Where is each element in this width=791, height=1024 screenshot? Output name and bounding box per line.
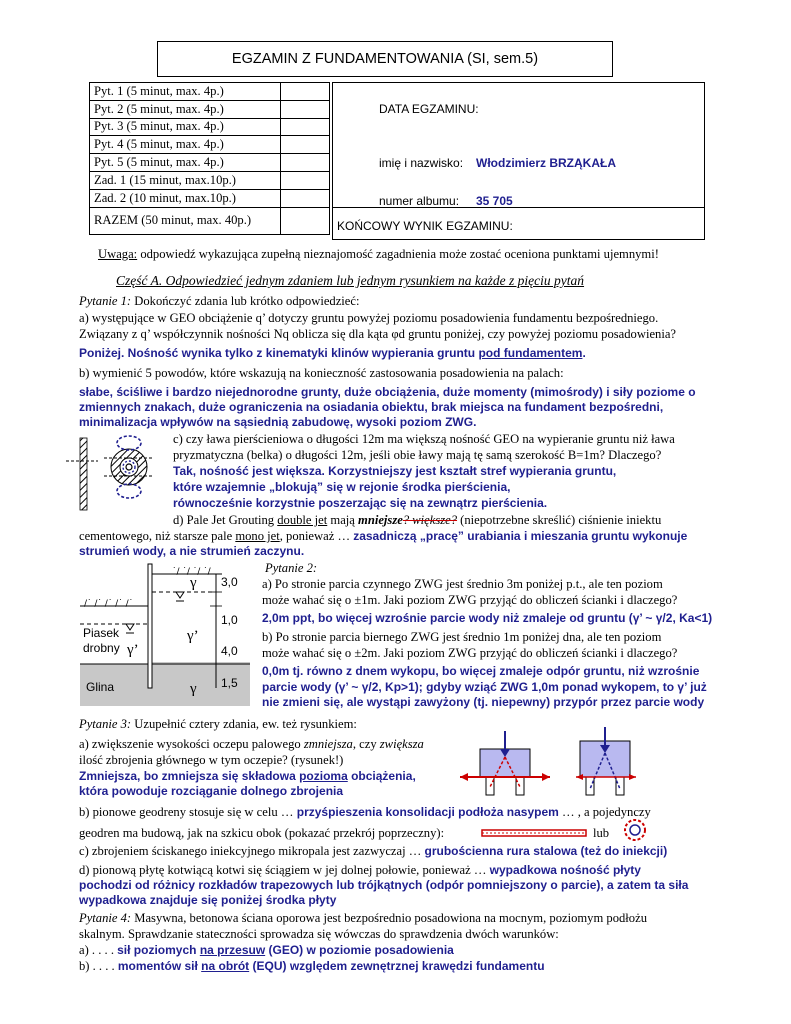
ring-footing-figure bbox=[66, 433, 166, 513]
strip-footing bbox=[80, 438, 87, 510]
row-label: Pyt. 4 (5 minut, max. 4p.) bbox=[90, 136, 281, 154]
final-result-label: KOŃCOWY WYNIK EGZAMINU: bbox=[337, 219, 513, 233]
q4-label: Pytanie 4: bbox=[79, 911, 132, 925]
water-symbol bbox=[126, 624, 134, 630]
q3-a-answer-text: obciążenia, bbox=[347, 769, 416, 783]
exam-title bbox=[157, 41, 613, 77]
table-row bbox=[90, 189, 330, 207]
q2-b-answer-2: parcie wody (γ’ ~ γ/2, Kp>1); gdyby wziąć ZWG 1,0m ponad wykopem, to γ’ już bbox=[262, 680, 707, 694]
row-label: Pyt. 2 (5 minut, max. 4p.) bbox=[90, 100, 281, 118]
q1-a-answer bbox=[79, 346, 586, 360]
q3-b-dots: … bbox=[280, 805, 294, 819]
q3-b-or: lub bbox=[593, 826, 610, 840]
q2-b-answer-1: 0,0m tj. równo z dnem wykopu, bo więcej zmaleje odpór gruntu, niż wzrośnie bbox=[262, 664, 700, 678]
q2-a-line2: może wahać się o ±1m. Jaki poziom ZWG przyjąć do obliczeń ścianki i dlaczego? bbox=[262, 593, 678, 607]
q1-intro-text: Dokończyć zdania lub krótko odpowiedzieć: bbox=[131, 294, 360, 308]
table-row bbox=[90, 136, 330, 154]
table-row-total bbox=[90, 207, 330, 234]
q3-a-text: a) zwiększenie wysokości oczepu palowego bbox=[79, 737, 304, 751]
score-cell[interactable] bbox=[281, 189, 330, 207]
table-row bbox=[90, 154, 330, 172]
score-cell[interactable] bbox=[281, 154, 330, 172]
tension-arrow-head bbox=[542, 773, 550, 781]
row-label: Pyt. 1 (5 minut, max. 4p.) bbox=[90, 83, 281, 101]
date-label: DATA EGZAMINU: bbox=[379, 102, 479, 116]
sheet-pile-wall bbox=[148, 564, 152, 688]
q3-d-answer-3: wypadkowa znajduje się poniżej środka płyty bbox=[79, 893, 337, 907]
q3-intro-text: Uzupełnić cztery zdania, ew. też rysunkiem: bbox=[131, 717, 357, 731]
q3-a-line2: ilość zbrojenia głównego w tym oczepie? (rysunek!) bbox=[79, 753, 344, 767]
q3-d-text: d) pionową płytę kotwiącą kotwi się ściągiem w jej dolnej połowie, ponieważ … bbox=[79, 863, 490, 877]
table-row bbox=[90, 100, 330, 118]
q3-a-answer-text: Zmniejsza, bo zmniejsza się składowa bbox=[79, 769, 300, 783]
note bbox=[98, 247, 659, 262]
q3-d-answer-2: pochodzi od różnicy rozkładów trapezowych lub trójkątnych (odpór pomniejszony o parcie), a zatem ta siła bbox=[79, 878, 689, 892]
exam-title-text: EGZAMIN Z FUNDAMENTOWANIA (SI, sem.5) bbox=[231, 51, 539, 67]
q3-c-line bbox=[79, 844, 667, 859]
geodrain-round-sketch bbox=[622, 817, 648, 843]
q4-a-prefix: a) . . . . bbox=[79, 943, 118, 957]
q1-b-answer-2: zmiennych znakach, duże ograniczenia na osiadania obiektu, brak miejsca na fundament bezpośredni, bbox=[79, 400, 664, 414]
q3-a-option: zmniejsza bbox=[303, 737, 353, 751]
gamma-prime-symbol: γ’ bbox=[187, 628, 199, 644]
q3-a-answer-1 bbox=[79, 769, 416, 783]
row-label: Pyt. 5 (5 minut, max. 4p.) bbox=[90, 154, 281, 172]
q3-c-answer: grubościenna rura stalowa (też do iniekcji) bbox=[424, 844, 668, 858]
soil-clay-label: Glina bbox=[86, 680, 115, 694]
q3-intro bbox=[79, 717, 357, 732]
table-row bbox=[90, 171, 330, 189]
q1-a-answer-3: . bbox=[582, 346, 586, 360]
q1-a-answer-1: Poniżej. Nośność wynika tylko z kinematyki klinów wypierania gruntu bbox=[79, 346, 479, 360]
score-cell[interactable] bbox=[281, 136, 330, 154]
q1-d-term: double jet bbox=[277, 513, 328, 527]
name-label: imię i nazwisko: bbox=[379, 156, 464, 170]
score-cell[interactable] bbox=[281, 100, 330, 118]
q1-d-text: (niepotrzebne skreślić) ciśnienie iniektu bbox=[457, 513, 662, 527]
q1-c-answer-2: które wzajemnie „blokują” się w rejonie środka pierścienia, bbox=[173, 480, 511, 494]
depth-3-0: 3,0 bbox=[221, 575, 238, 589]
q4-line2: skalnym. Sprawdzanie stateczności sprowadza się wówczas do sprawdzenia dwóch warunków: bbox=[79, 927, 559, 941]
gamma-symbol: γ bbox=[190, 575, 197, 591]
gamma-symbol-clay: γ bbox=[190, 681, 197, 697]
q3-b-text: … , a pojedynczy bbox=[558, 805, 651, 819]
q1-d-choice-struck: ? większe? bbox=[402, 513, 458, 527]
q1-a-line2: Związany z q’ współczynnik nośności Nq oblicza się dla kąta φd gruntu poniżej, czy powyżej poziomu posadowienia? bbox=[79, 327, 677, 341]
part-a-heading: Część A. Odpowiedzieć jednym zdaniem lub jednym rysunkiem na każde z pięciu pytań bbox=[116, 273, 585, 288]
q1-b-answer-1: słabe, ściśliwe i bardzo niejednorodne grunty, duże obciążenia, duże momenty (mimośrody) i siły poziome o bbox=[79, 385, 696, 399]
depth-1-5: 1,5 bbox=[221, 676, 238, 690]
q1-a-answer-2: pod fundamentem bbox=[478, 346, 583, 360]
depth-1-0: 1,0 bbox=[221, 613, 238, 627]
row-label: Pyt. 3 (5 minut, max. 4p.) bbox=[90, 118, 281, 136]
q3-b-line2: geodren ma budową, jak na szkicu obok (pokazać przekrój poprzeczny): bbox=[79, 826, 445, 840]
q2-b-answer-3: nie zmieni się, ale wystąpi zawyżony (tj. niepewny) przypór przez parcie wody bbox=[262, 695, 705, 709]
score-cell[interactable] bbox=[281, 118, 330, 136]
q1-b-answer-3: minimalizacja wpływów na sąsiednią zabudowę, wysoki poziom ZWG. bbox=[79, 415, 477, 429]
q3-a-option: zwiększa bbox=[379, 737, 424, 751]
q3-d-line bbox=[79, 863, 641, 878]
row-label: Zad. 2 (10 minut, max.10p.) bbox=[90, 189, 281, 207]
q3-c-text: c) zbrojeniem ściskanego iniekcyjnego mikropala jest zazwyczaj … bbox=[79, 844, 425, 858]
q1-intro bbox=[79, 294, 359, 309]
q1-d-answer-1: zasadniczą „pracę” urabiania i mieszania gruntu wykonuje bbox=[353, 529, 688, 543]
tension-arrow-head bbox=[629, 774, 636, 780]
q3-b-line1 bbox=[79, 805, 651, 820]
pile bbox=[586, 777, 594, 795]
student-info-box bbox=[332, 82, 705, 240]
note-label: Uwaga: bbox=[98, 247, 138, 261]
q1-c-line1: c) czy ława pierścieniowa o długości 12m ma większą nośność GEO na wypieranie gruntu niż ława bbox=[173, 432, 675, 446]
depth-4-0: 4,0 bbox=[221, 644, 238, 658]
q1-label: Pytanie 1: bbox=[79, 294, 132, 308]
q1-d-text: d) Pale Jet Grouting bbox=[173, 513, 278, 527]
album-value: 35 705 bbox=[476, 194, 513, 208]
tension-arrow-head bbox=[460, 773, 468, 781]
soil-sand-label-2: drobny bbox=[83, 641, 120, 655]
q1-d-choice-selected: mniejsze bbox=[358, 513, 403, 527]
q2-b-line1: b) Po stronie parcia biernego ZWG jest średnio 1m poniżej dna, ale ten poziom bbox=[262, 630, 662, 644]
ground-hatch: ˙/ ˙/ ˙/ ˙/ bbox=[172, 567, 211, 577]
failure-zone bbox=[117, 436, 141, 450]
gamma-prime-symbol-left: γ’ bbox=[127, 642, 139, 658]
name-value: Włodzimierz BRZĄKAŁA bbox=[476, 156, 616, 170]
q4-a-answer-emph: na przesuw bbox=[199, 943, 266, 957]
q3-label: Pytanie 3: bbox=[79, 717, 132, 731]
score-cell[interactable] bbox=[281, 83, 330, 101]
q4-a-answer: (GEO) w poziomie posadowienia bbox=[265, 943, 454, 957]
q1-d-text: mają bbox=[327, 513, 359, 527]
q3-a-answer-2: która powoduje rozciąganie dolnego zbrojenia bbox=[79, 784, 344, 798]
geodrain-ring bbox=[625, 820, 645, 840]
geodrain-strip-sketch bbox=[480, 826, 590, 840]
q3-b-answer: przyśpieszenia konsolidacji podłoża nasypem bbox=[293, 805, 559, 819]
q3-d-answer-1: wypadkowa nośność płyty bbox=[489, 863, 641, 877]
q1-d-line1 bbox=[173, 513, 661, 528]
q3-a-answer-emph: pozioma bbox=[299, 769, 348, 783]
row-label: Zad. 1 (15 minut, max.10p.) bbox=[90, 171, 281, 189]
geodrain-core-ring bbox=[630, 825, 640, 835]
album-label: numer albumu: bbox=[379, 194, 460, 208]
row-label-total: RAZEM (50 minut, max. 40p.) bbox=[90, 207, 281, 234]
q2-a-line1: a) Po stronie parcia czynnego ZWG jest średnio 3m poniżej p.t., ale ten poziom bbox=[262, 577, 663, 591]
q3-a-line1 bbox=[79, 737, 424, 752]
q4-b-answer-emph: na obrót bbox=[201, 959, 250, 973]
q1-d-text: , ponieważ … bbox=[279, 529, 354, 543]
q1-c-answer-3: równocześnie korzystnie poszerzając się na zewnątrz pierścienia. bbox=[173, 496, 548, 510]
q4-b bbox=[79, 959, 545, 974]
q4-a-answer: sił poziomych bbox=[117, 943, 200, 957]
q3-a-text: , czy bbox=[352, 737, 380, 751]
q1-a-line1: a) występujące w GEO obciążenie q’ dotyczy gruntu powyżej poziomu posadowienia fundamentu bezpośredniego. bbox=[79, 311, 659, 325]
score-table bbox=[89, 82, 330, 235]
q4-a bbox=[79, 943, 454, 958]
q1-d-line2 bbox=[79, 529, 687, 544]
q2-label: Pytanie 2: bbox=[265, 561, 318, 575]
q1-d-answer-2: strumień wody, a nie strumień zaczynu. bbox=[79, 544, 305, 558]
q1-d-text: cementowego, niż starsze pale bbox=[79, 529, 236, 543]
q4-line1 bbox=[79, 911, 647, 926]
q2-b-line2: może wahać się o ±2m. Jaki poziom ZWG przyjąć do obliczeń ścianki i dlaczego? bbox=[262, 646, 678, 660]
q1-b-line: b) wymienić 5 powodów, które wskazują na konieczność zastosowania posadowienia na palach: bbox=[79, 366, 564, 380]
q1-d-term: mono jet bbox=[235, 529, 280, 543]
failure-zone bbox=[117, 484, 141, 498]
score-cell[interactable] bbox=[281, 171, 330, 189]
pile-cap-figure bbox=[458, 727, 658, 797]
q1-c-answer-1: Tak, nośność jest większa. Korzystniejszy jest kształt stref wypierania gruntu, bbox=[173, 464, 617, 478]
q4-b-answer: (EQU) względem zewnętrznej krawędzi fundamentu bbox=[249, 959, 545, 973]
q4-line1-text: Masywna, betonowa ściana oporowa jest bezpośrednio posadowiona na mocnym, poziomym podłożu bbox=[131, 911, 647, 925]
total-score-cell[interactable] bbox=[281, 207, 330, 234]
q4-b-prefix: b) . . . . bbox=[79, 959, 118, 973]
pile bbox=[616, 777, 624, 795]
note-text: odpowiedź wykazująca zupełną nieznajomość zagadnienia może zostać oceniona punktami ujemnymi! bbox=[137, 247, 659, 261]
bottom-hatch: /˙ /˙ /˙ /˙ /˙ bbox=[84, 599, 134, 609]
soil-sand-label-1: Piasek bbox=[83, 626, 120, 640]
q4-b-answer: momentów sił bbox=[117, 959, 202, 973]
q1-c-line2: pryzmatyczna (belka) o długości 12m, jeśli obie ławy mają tę samą szerokość B=1m? Dlaczego? bbox=[173, 448, 662, 462]
water-symbol bbox=[176, 592, 184, 598]
q2-a-answer: 2,0m ppt, bo więcej wzrośnie parcie wody niż zmaleje od gruntu (γ’ ~ γ/2, Ka<1) bbox=[262, 611, 713, 625]
q3-b-text: b) pionowe geodreny stosuje się w celu bbox=[79, 805, 281, 819]
table-row bbox=[90, 118, 330, 136]
table-row bbox=[90, 83, 330, 101]
